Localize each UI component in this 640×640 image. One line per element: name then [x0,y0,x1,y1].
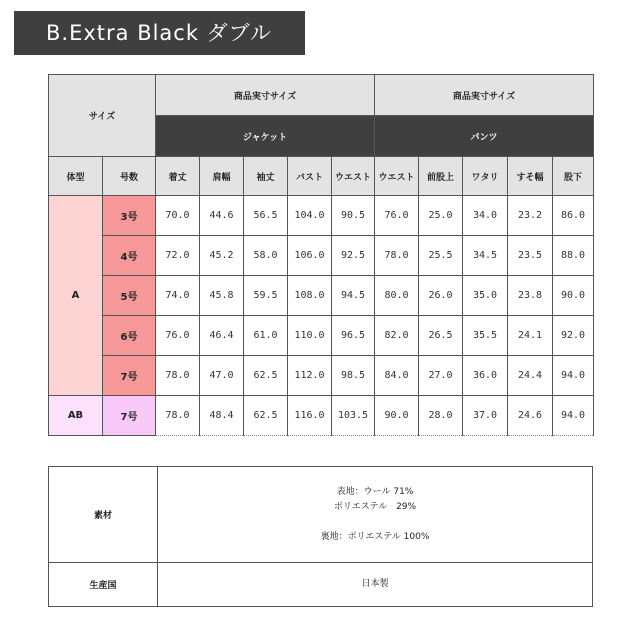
jacket-value-cell: 47.0 [200,356,244,396]
pants-value-cell: 25.5 [419,236,463,276]
table-row [49,356,594,396]
jacket-value-cell: 62.5 [244,396,288,436]
jacket-value-cell: 72.0 [156,236,200,276]
pants-value-cell: 90.0 [553,276,594,316]
size-number-header: 号数 [103,157,156,196]
pants-value-cell: 25.0 [419,196,463,236]
pants-value-cell: 24.4 [508,356,553,396]
pants-value-cell: 24.1 [508,316,553,356]
pants-value-cell: 34.5 [463,236,508,276]
jacket-value-cell: 44.6 [200,196,244,236]
jacket-value-cell: 78.0 [156,356,200,396]
pants-column-header: ウエスト [375,157,419,196]
jacket-value-cell: 62.5 [244,356,288,396]
info-table [48,466,593,607]
material-line: 表地：ウール 71% [336,486,414,497]
jacket-value-cell: 96.5 [332,316,375,356]
material-value [158,467,593,563]
size-header: サイズ [49,75,156,157]
page-title: B.Extra Black ダブル [14,11,305,55]
pants-value-cell: 26.5 [419,316,463,356]
pants-value-cell: 84.0 [375,356,419,396]
pants-value-cell: 23.2 [508,196,553,236]
jacket-value-cell: 94.5 [332,276,375,316]
jacket-value-cell: 108.0 [288,276,332,316]
jacket-value-cell: 74.0 [156,276,200,316]
jacket-value-cell: 110.0 [288,316,332,356]
jacket-value-cell: 98.5 [332,356,375,396]
jacket-group-header: 商品実寸サイズ [156,75,375,116]
pants-value-cell: 92.0 [553,316,594,356]
jacket-column-header: 袖丈 [244,157,288,196]
jacket-column-header: 着丈 [156,157,200,196]
jacket-value-cell: 104.0 [288,196,332,236]
jacket-value-cell: 92.5 [332,236,375,276]
jacket-column-header: ウエスト [332,157,375,196]
jacket-value-cell: 90.5 [332,196,375,236]
origin-value: 日本製 [158,563,593,607]
jacket-value-cell: 61.0 [244,316,288,356]
jacket-value-cell: 56.5 [244,196,288,236]
jacket-value-cell: 46.4 [200,316,244,356]
pants-column-header: 前股上 [419,157,463,196]
jacket-value-cell: 45.8 [200,276,244,316]
pants-value-cell: 90.0 [375,396,419,436]
jacket-value-cell: 116.0 [288,396,332,436]
body-type-header: 体型 [49,157,103,196]
pants-value-cell: 78.0 [375,236,419,276]
size-number-cell: 5号 [103,276,156,316]
pants-value-cell: 28.0 [419,396,463,436]
material-label: 素材 [49,467,158,563]
size-number-cell: 7号 [103,356,156,396]
size-number-cell: 4号 [103,236,156,276]
jacket-value-cell: 70.0 [156,196,200,236]
pants-value-cell: 35.5 [463,316,508,356]
size-number-cell: 7号 [103,396,156,436]
pants-value-cell: 82.0 [375,316,419,356]
pants-value-cell: 24.6 [508,396,553,436]
pants-value-cell: 88.0 [553,236,594,276]
body-type-cell: AB [49,396,103,436]
pants-value-cell: 76.0 [375,196,419,236]
pants-value-cell: 94.0 [553,396,594,436]
table-row [49,196,594,236]
pants-value-cell: 34.0 [463,196,508,236]
table-row [49,396,594,436]
jacket-value-cell: 103.5 [332,396,375,436]
pants-value-cell: 26.0 [419,276,463,316]
jacket-value-cell: 58.0 [244,236,288,276]
pants-value-cell: 23.5 [508,236,553,276]
jacket-column-header: 肩幅 [200,157,244,196]
jacket-value-cell: 76.0 [156,316,200,356]
jacket-value-cell: 78.0 [156,396,200,436]
pants-value-cell: 86.0 [553,196,594,236]
jacket-value-cell: 48.4 [200,396,244,436]
pants-value-cell: 27.0 [419,356,463,396]
pants-value-cell: 37.0 [463,396,508,436]
jacket-column-header: バスト [288,157,332,196]
pants-value-cell: 80.0 [375,276,419,316]
pants-value-cell: 23.8 [508,276,553,316]
body-type-cell: A [49,196,103,396]
pants-column-header: 股下 [553,157,594,196]
material-line: 裏地：ポリエステル 100% [320,531,430,542]
jacket-header: ジャケット [156,116,375,157]
size-table [48,74,594,436]
pants-column-header: すそ幅 [508,157,553,196]
table-row [49,276,594,316]
pants-header: パンツ [375,116,594,157]
material-line: ポリエステル 29% [333,501,417,512]
size-number-cell: 3号 [103,196,156,236]
pants-value-cell: 36.0 [463,356,508,396]
pants-value-cell: 94.0 [553,356,594,396]
size-number-cell: 6号 [103,316,156,356]
jacket-value-cell: 45.2 [200,236,244,276]
table-row [49,316,594,356]
pants-value-cell: 35.0 [463,276,508,316]
jacket-value-cell: 59.5 [244,276,288,316]
pants-group-header: 商品実寸サイズ [375,75,594,116]
pants-column-header: ワタリ [463,157,508,196]
table-row [49,236,594,276]
origin-label: 生産国 [49,563,158,607]
jacket-value-cell: 106.0 [288,236,332,276]
jacket-value-cell: 112.0 [288,356,332,396]
